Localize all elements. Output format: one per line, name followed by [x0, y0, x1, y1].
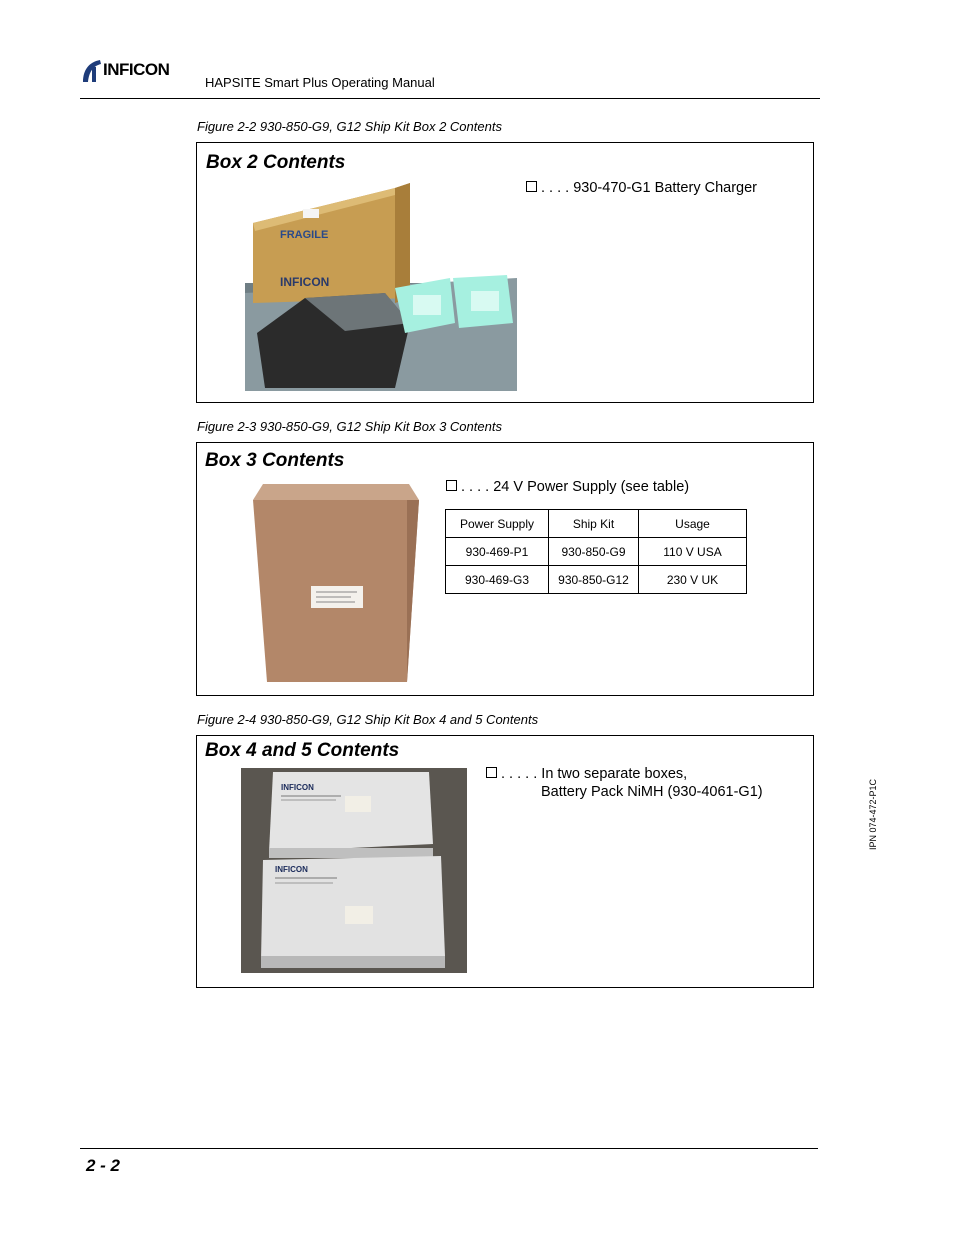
logo-mark-icon: [80, 58, 104, 84]
header-divider: [80, 98, 820, 99]
fragile-label: FRAGILE: [280, 229, 329, 241]
table-cell: 930-469-G3: [446, 566, 549, 594]
checkbox-icon: [526, 181, 537, 192]
table-row: [446, 538, 747, 566]
brand-label: INFICON: [281, 783, 314, 792]
box-title: Box 4 and 5 Contents: [205, 740, 400, 761]
checkbox-icon: [486, 767, 497, 778]
checkbox-icon: [446, 480, 457, 491]
brand-label: INFICON: [275, 865, 308, 874]
box-4-5-photo: [241, 768, 467, 973]
ipn-label: IPN 074-472-P1C: [868, 778, 878, 850]
box-2-photo: [245, 183, 517, 391]
figure-caption: Figure 2-2 930-850-G9, G12 Ship Kit Box 2 Contents: [197, 119, 502, 134]
box-3-illustration: [239, 480, 425, 685]
item-text: . . . . 930-470-G1 Battery Charger: [541, 180, 757, 196]
column-header: Ship Kit: [549, 510, 639, 538]
figure-box: [196, 442, 814, 696]
box-2-illustration: [245, 183, 517, 391]
table-cell: 930-850-G9: [549, 538, 639, 566]
content-item: [486, 766, 687, 782]
footer-divider: [80, 1148, 818, 1149]
table-row: [446, 566, 747, 594]
figure-box: [196, 142, 814, 403]
box-title: Box 3 Contents: [205, 450, 345, 471]
item-text: . . . . . In two separate boxes,: [501, 766, 688, 782]
page-number: 2 - 2: [86, 1156, 121, 1175]
table-cell: 930-850-G12: [549, 566, 639, 594]
figure-caption: Figure 2-4 930-850-G9, G12 Ship Kit Box 4 and 5 Contents: [197, 712, 539, 727]
logo-text: INFICON: [103, 60, 170, 79]
table-cell: 230 V UK: [639, 566, 747, 594]
column-header: Power Supply: [446, 510, 549, 538]
power-supply-table: [445, 509, 747, 594]
box-3-photo: [239, 480, 425, 685]
box-title: Box 2 Contents: [206, 152, 346, 173]
box-4-5-illustration: [241, 768, 467, 973]
table-cell: 930-469-P1: [446, 538, 549, 566]
table-header-row: [446, 510, 747, 538]
table-cell: 110 V USA: [639, 538, 747, 566]
content-item: [446, 479, 689, 495]
content-item-detail: Battery Pack NiMH (930-4061-G1): [541, 784, 763, 800]
inficon-logo: [80, 58, 195, 84]
figure-caption: Figure 2-3 930-850-G9, G12 Ship Kit Box 3 Contents: [197, 419, 502, 434]
brand-label: INFICON: [280, 275, 330, 289]
column-header: Usage: [639, 510, 747, 538]
figure-box: [196, 735, 814, 988]
item-text: . . . . 24 V Power Supply (see table): [461, 479, 690, 495]
content-item: [526, 180, 757, 196]
document-title: HAPSITE Smart Plus Operating Manual: [205, 75, 435, 90]
